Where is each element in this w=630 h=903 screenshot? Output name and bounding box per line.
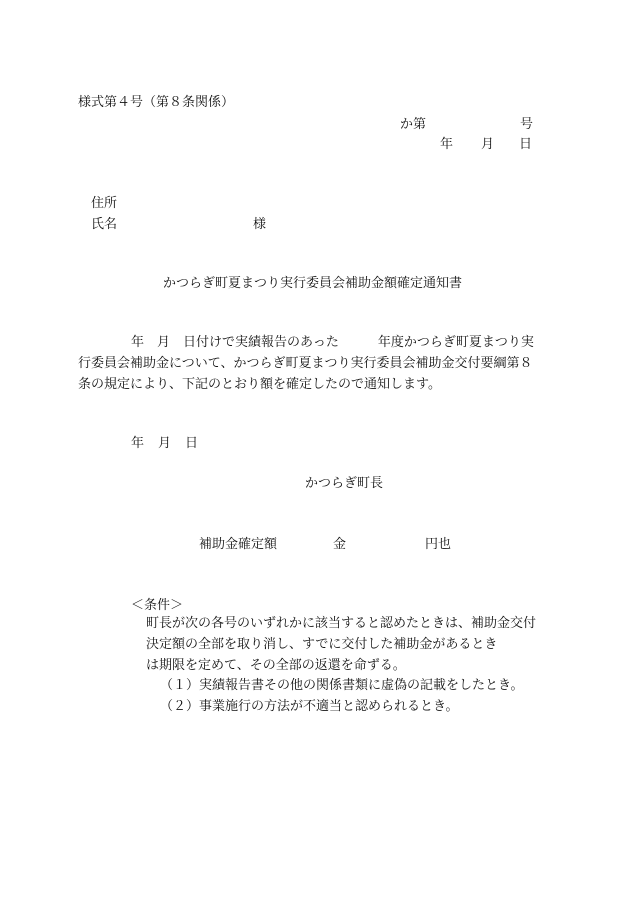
document-number-prefix: か第 bbox=[400, 117, 427, 132]
issue-date-month: 月 bbox=[481, 137, 495, 152]
amount-kin: 金 bbox=[333, 537, 347, 552]
conditions-heading: ＜条件＞ bbox=[131, 598, 184, 613]
amount-yen: 円也 bbox=[425, 537, 452, 552]
address-label: 住所 bbox=[91, 196, 118, 211]
conditions-line-3: は期限を定めて、その全部の返還を命ずる。 bbox=[146, 658, 406, 673]
form-number: 様式第４号（第８条関係） bbox=[78, 95, 235, 110]
name-label: 氏名 bbox=[91, 217, 118, 232]
conditions-line-2: 決定額の全部を取り消し、すでに交付した補助金があるとき bbox=[146, 637, 498, 652]
conditions-line-1: 町長が次の各号のいずれかに該当すると認めたときは、補助金交付 bbox=[146, 616, 537, 631]
issuer-mayor: かつらぎ町長 bbox=[305, 476, 384, 491]
condition-item: （１）実績報告書その他の関係書類に虚偽の記載をしたとき。 bbox=[160, 678, 524, 693]
document-number-suffix: 号 bbox=[520, 117, 534, 132]
honorific: 様 bbox=[253, 217, 267, 232]
amount-label: 補助金確定額 bbox=[199, 537, 278, 552]
condition-item: （２）事業施行の方法が不適当と認められるとき。 bbox=[160, 699, 459, 714]
body-line-1: 年 月 日付けで実績報告のあった 年度かつらぎ町夏まつり実 bbox=[131, 335, 534, 350]
issue-date-day: 日 bbox=[519, 137, 533, 152]
body-line-3: 条の規定により、下記のとおり額を確定したので通知します。 bbox=[78, 377, 441, 392]
body-line-2: 行委員会補助金について、かつらぎ町夏まつり実行委員会補助金交付要綱第８ bbox=[78, 356, 533, 371]
document-title: かつらぎ町夏まつり実行委員会補助金額確定通知書 bbox=[163, 276, 463, 291]
signature-date-day: 日 bbox=[185, 436, 199, 451]
signature-date-month: 月 bbox=[158, 436, 172, 451]
signature-date-year: 年 bbox=[131, 436, 145, 451]
issue-date-year: 年 bbox=[440, 137, 454, 152]
